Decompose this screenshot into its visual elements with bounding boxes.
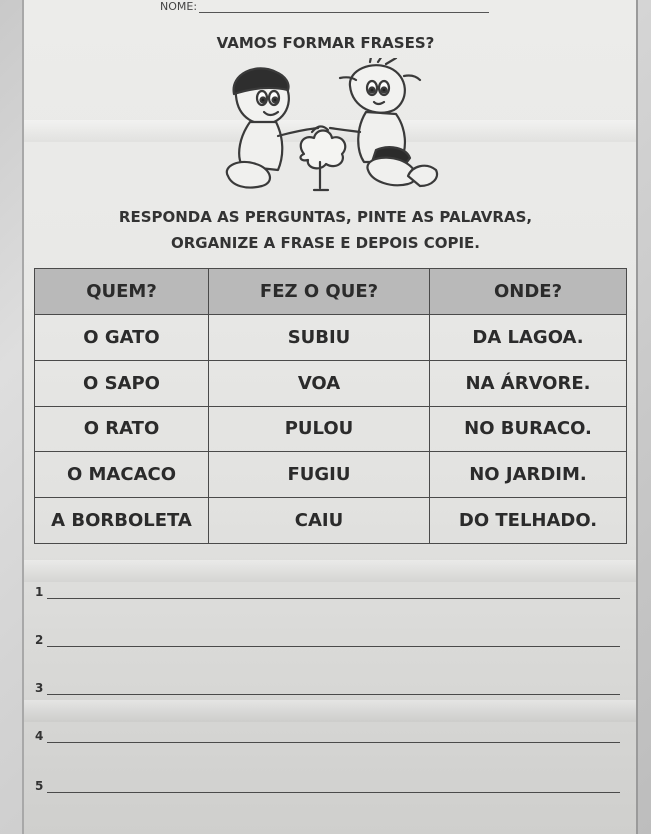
table-cell[interactable]: DA LAGOA. xyxy=(430,315,627,361)
table-cell[interactable]: FUGIU xyxy=(209,452,430,498)
table-cell[interactable]: O MACACO xyxy=(35,452,209,498)
write-line[interactable] xyxy=(47,694,620,695)
answer-number: 1 xyxy=(35,585,44,599)
table-cell[interactable]: PULOU xyxy=(209,406,430,452)
table-cell[interactable]: DO TELHADO. xyxy=(430,498,627,544)
answer-line-3[interactable] xyxy=(35,681,620,697)
name-field[interactable] xyxy=(160,0,489,13)
instruction-line-1: RESPONDA AS PERGUNTAS, PINTE AS PALAVRAS, xyxy=(118,208,533,226)
table-row xyxy=(35,406,627,452)
answer-line-2[interactable] xyxy=(35,633,620,649)
table-cell[interactable]: CAIU xyxy=(209,498,430,544)
worksheet-title: VAMOS FORMAR FRASES? xyxy=(216,34,435,52)
answer-number: 3 xyxy=(35,681,44,695)
word-table xyxy=(34,268,627,544)
header-fez-o-que: FEZ O QUE? xyxy=(209,269,430,315)
answer-line-4[interactable] xyxy=(35,729,620,745)
answer-line-5[interactable] xyxy=(35,779,620,795)
answer-number: 5 xyxy=(35,779,44,793)
table-row xyxy=(35,452,627,498)
table-cell[interactable]: O RATO xyxy=(35,406,209,452)
table-cell[interactable]: A BORBOLETA xyxy=(35,498,209,544)
table-cell[interactable]: SUBIU xyxy=(209,315,430,361)
table-cell[interactable]: O SAPO xyxy=(35,360,209,406)
table-cell[interactable]: NO JARDIM. xyxy=(430,452,627,498)
answer-line-1[interactable] xyxy=(35,585,620,601)
write-line[interactable] xyxy=(47,646,620,647)
answer-number: 4 xyxy=(35,729,44,743)
write-line[interactable] xyxy=(47,792,620,793)
table-row xyxy=(35,498,627,544)
header-onde: ONDE? xyxy=(430,269,627,315)
table-cell[interactable]: NA ÁRVORE. xyxy=(430,360,627,406)
answer-number: 2 xyxy=(35,633,44,647)
paper-fold xyxy=(24,560,636,582)
table-cell[interactable]: NO BURACO. xyxy=(430,406,627,452)
name-line[interactable] xyxy=(199,4,489,13)
instruction-line-2: ORGANIZE A FRASE E DEPOIS COPIE. xyxy=(170,234,480,252)
table-row xyxy=(35,315,627,361)
name-label: NOME: xyxy=(160,0,198,13)
header-quem: QUEM? xyxy=(35,269,209,315)
table-cell[interactable]: VOA xyxy=(209,360,430,406)
children-illustration xyxy=(200,58,450,198)
write-line[interactable] xyxy=(47,742,620,743)
table-row xyxy=(35,360,627,406)
write-line[interactable] xyxy=(47,598,620,599)
paper-fold xyxy=(24,700,636,722)
table-header-row xyxy=(35,269,627,315)
table-cell[interactable]: O GATO xyxy=(35,315,209,361)
